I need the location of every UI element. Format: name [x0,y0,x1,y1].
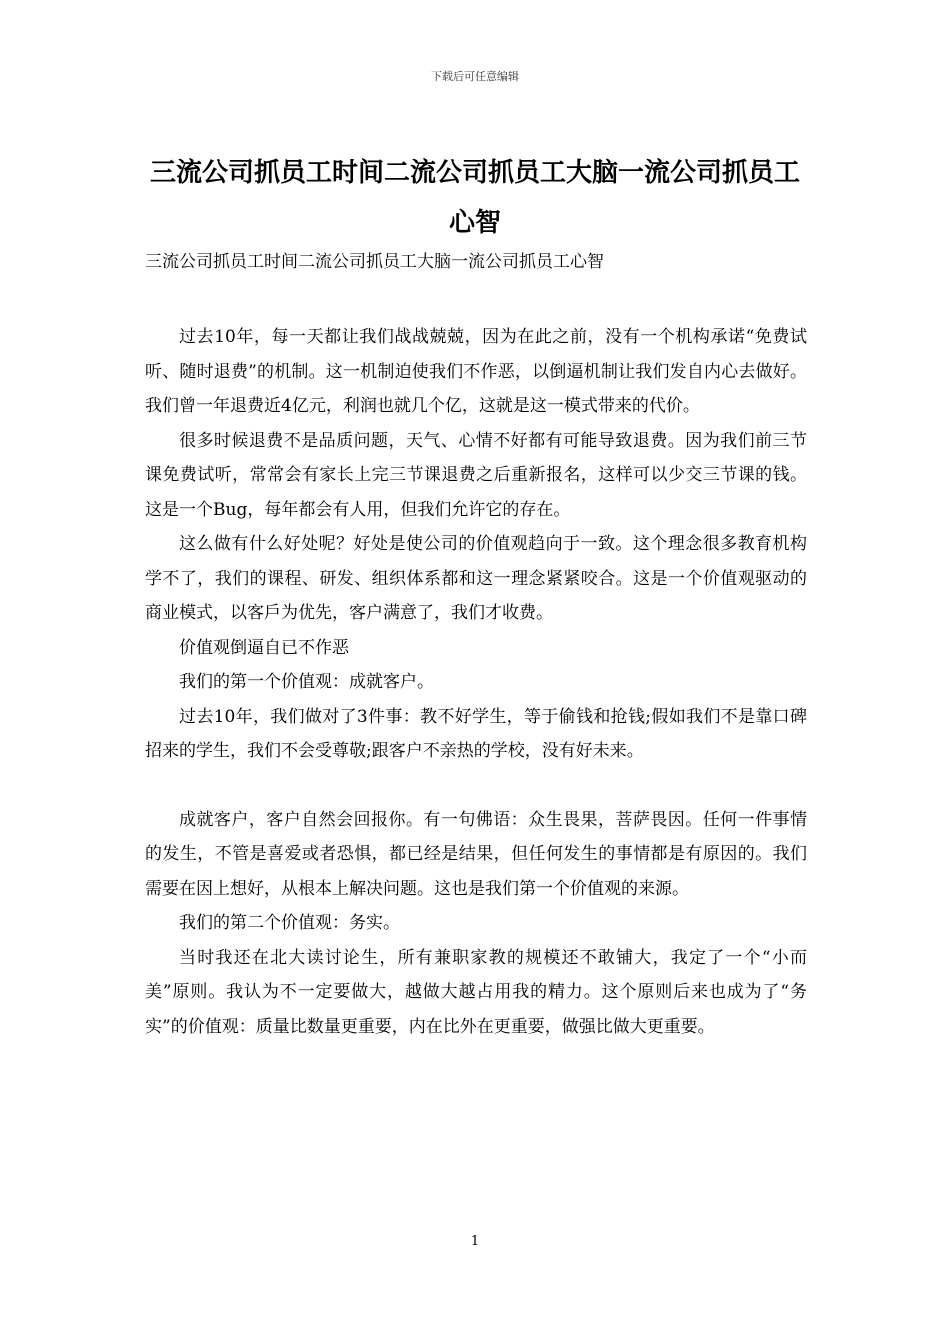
paragraph: 这么做有什么好处呢？好处是使公司的价值观趋向于一致。这个理念很多教育机构学不了，我们的课程、研发、组织体系都和这一理念紧紧咬合。这是一个价值观驱动的商业模式，以客戶为优先，客户满意了，我们才收费。 [145,534,807,623]
paragraph: 很多时候退费不是品质问题，天气、心情不好都有可能导致退费。因为我们前三节课免费试听，常常会有家长上完三节课退费之后重新报名，这样可以少交三节课的钱。这是一个Bug，每年都会有人用，但我们允许它的存在。 [145,430,807,520]
paragraph: 过去10年，每一天都让我们战战兢兢，因为在此之前，没有一个机构承诺“免费试听、随时退费”的机制。这一机制迫使我们不作恶，以倒逼机制让我们发自内心去做好。我们曾一年退费近4亿元，利润也就几个亿，这就是这一模式带来的代价。 [145,327,807,416]
document-subtitle: 三流公司抓员工时间二流公司抓员工大脑一流公司抓员工心智 [145,252,604,272]
paragraph: 当时我还在北大读讨论生，所有兼职家教的规模还不敢铺大，我定了一个“小而美”原则。我认为不一定要做大，越做大越占用我的精力。这个原则后来也成为了“务实”的价值观：质量比数量更重要，内在比外在更重要，做强比做大更重要。 [145,947,807,1037]
paragraph: 过去10年，我们做对了3件事：教不好学生，等于偷钱和抢钱;假如我们不是靠口碑招来的学生，我们不会受尊敬;跟客户不亲热的学校，没有好未来。 [145,706,807,761]
paragraph: 我们的第一个价值观：成就客户。 [179,672,434,692]
document-title: 三流公司抓员工时间二流公司抓员工大脑一流公司抓员工心智 [149,158,800,238]
paragraph: 成就客户，客户自然会回报你。有一句佛语：众生畏果，菩萨畏因。任何一件事情的发生，不管是喜爱或者恐惧，都已经是结果，但任何发生的事情都是有原因的。我们需要在因上想好，从根本上解决问题。这也是我们第一个价值观的来源。 [145,809,807,899]
paragraph: 价值观倒逼自已不作恶 [179,637,349,658]
document-body [145,320,807,1044]
header-note: 下载后可任意编辑 [431,70,519,83]
paragraph: 我们的第二个价值观：务实。 [179,913,400,933]
page-number: 1 [470,1234,480,1249]
